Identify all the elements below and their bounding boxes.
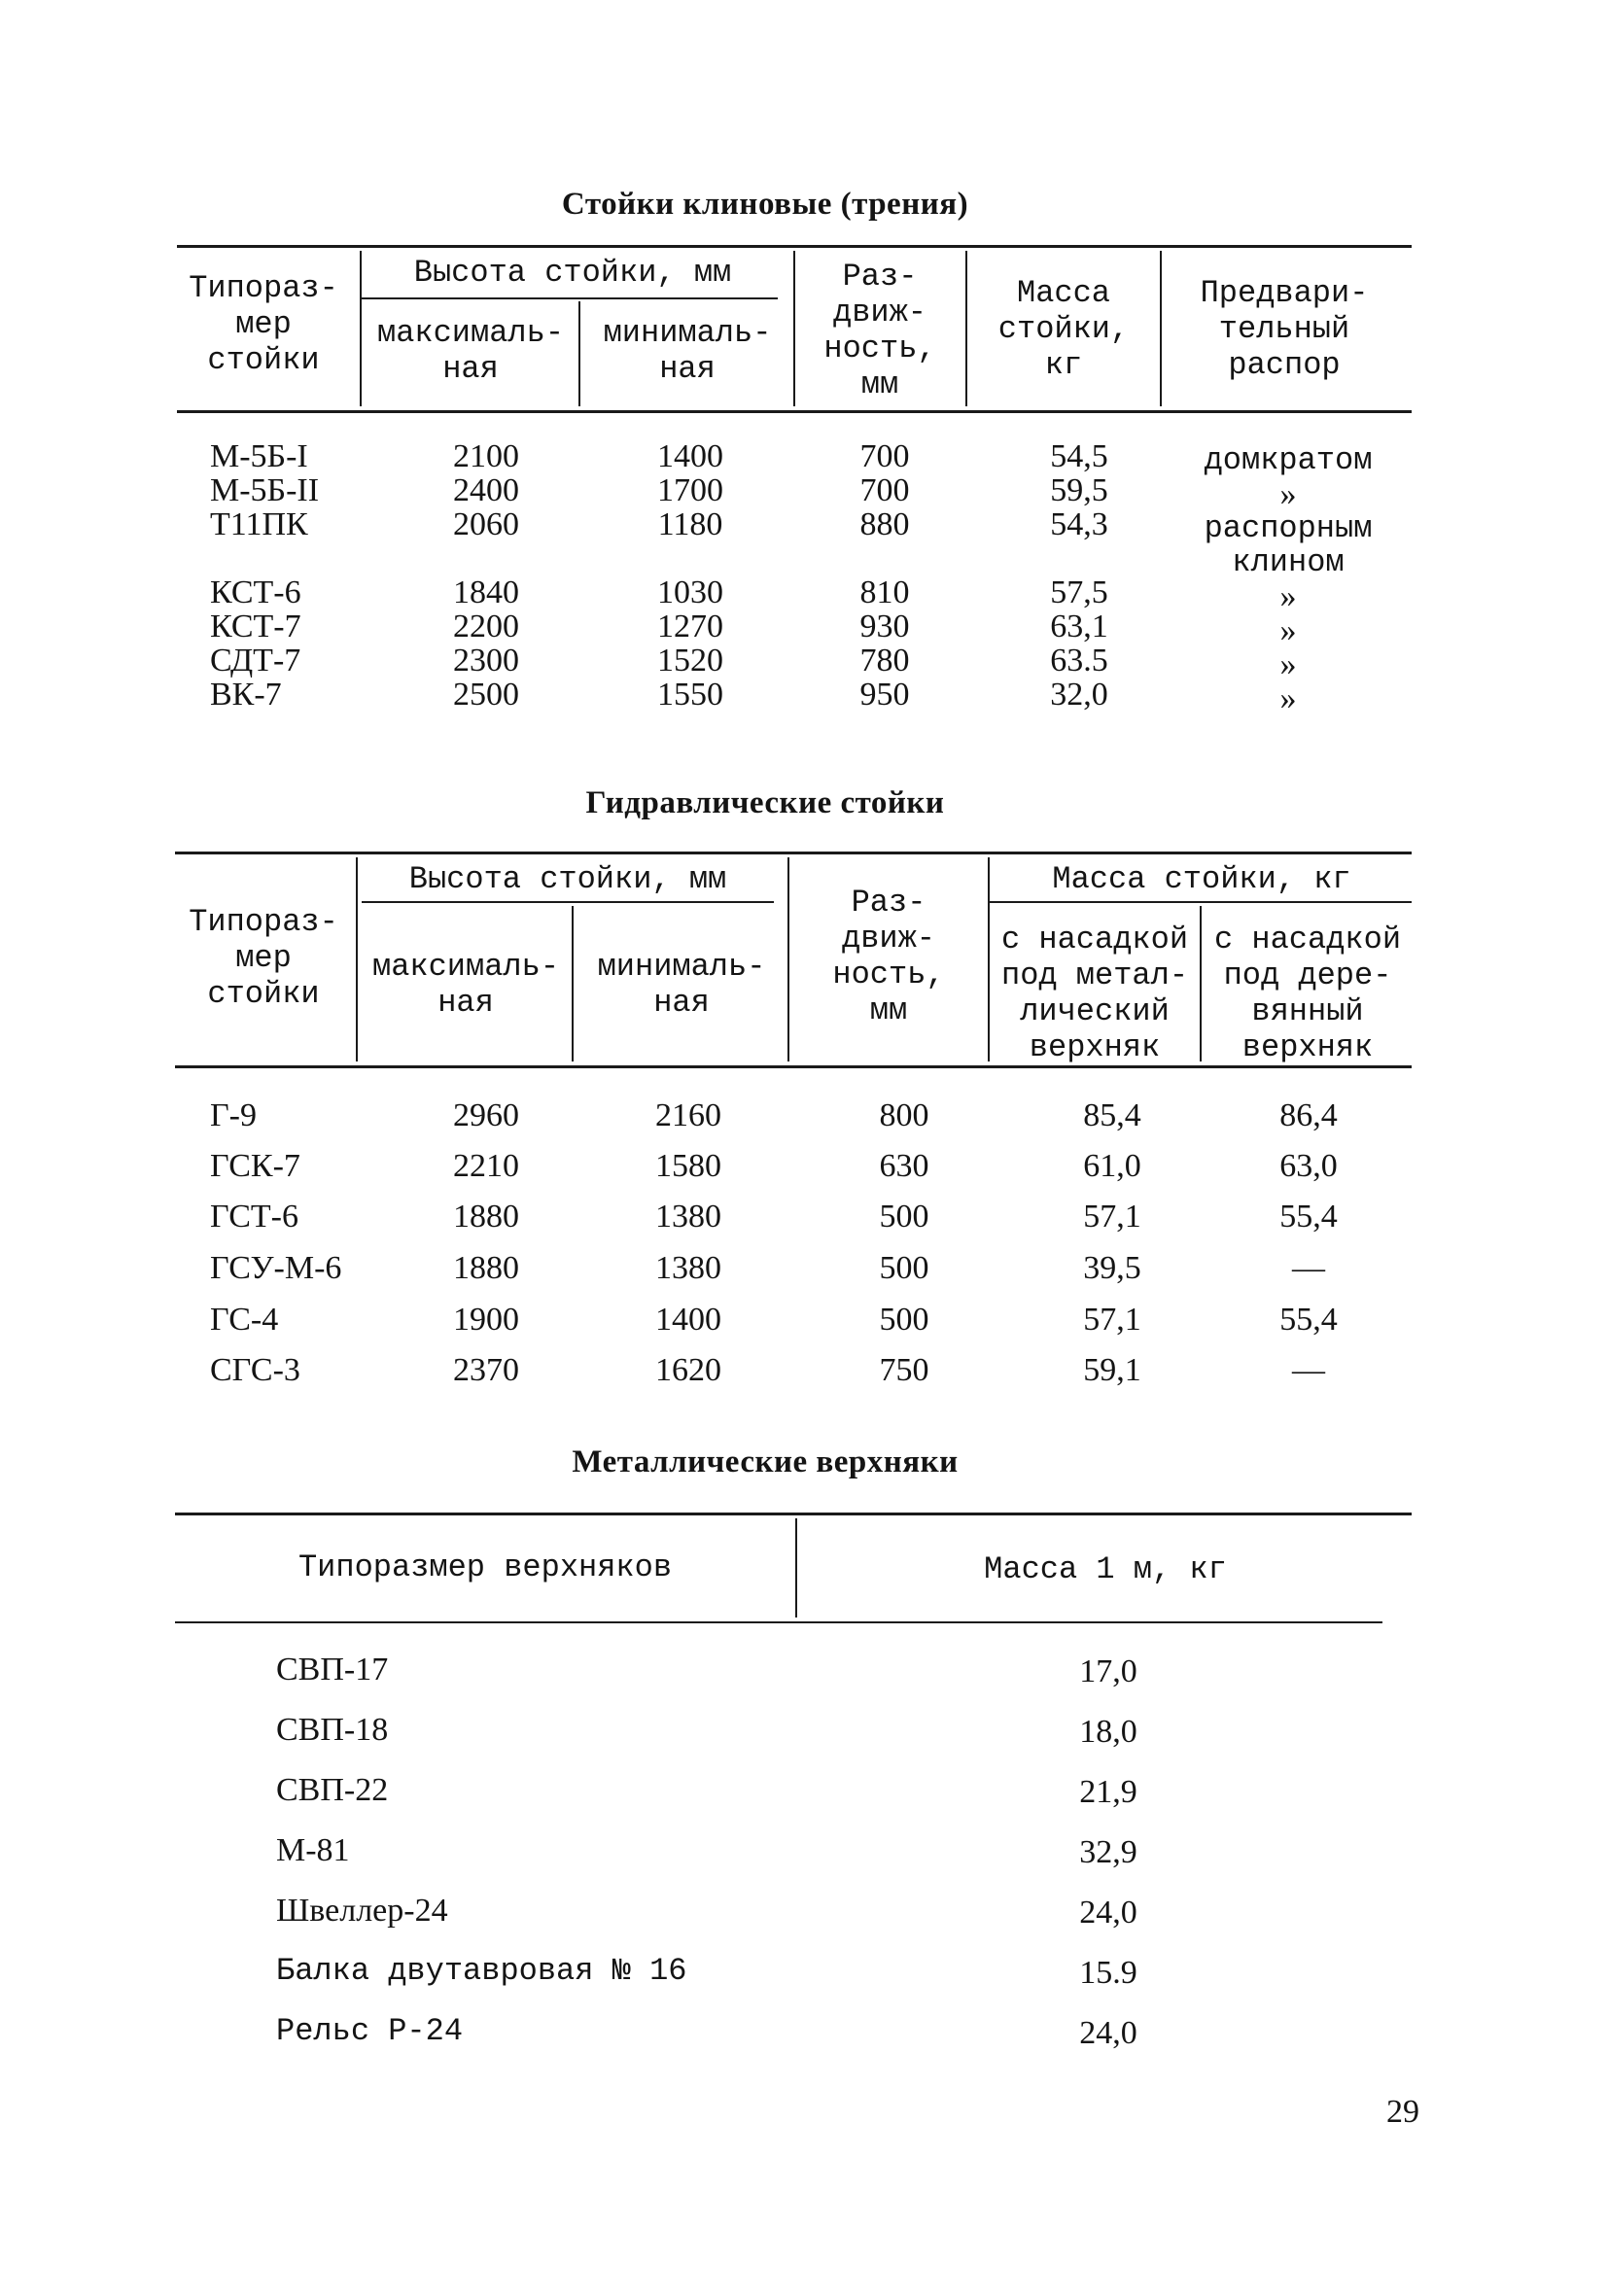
table3-type: СВП-18 [276, 1712, 389, 1748]
table3-top-rule [175, 1513, 1412, 1515]
table2-ext: 500 [879, 1302, 929, 1338]
table1-min: 1180 [657, 506, 723, 542]
table1-max: 2060 [453, 506, 519, 542]
table2-max: 2370 [453, 1352, 519, 1388]
table3-header-bottom-rule [175, 1621, 1382, 1623]
table1-vdivider-1 [360, 251, 362, 406]
table3-vdivider [795, 1518, 797, 1618]
table3-type: Рельс Р-24 [276, 2013, 464, 2049]
page-number: 29 [1386, 2094, 1419, 2130]
table1-height-subrule [362, 297, 778, 299]
table2-header-max: максималь- ная [371, 949, 560, 1021]
table2-wood: 63,0 [1279, 1148, 1338, 1184]
table1-header-extension: Раз- движ- ность, мм [823, 259, 936, 402]
table3-type: М-81 [276, 1832, 350, 1868]
table1-vdivider-4 [965, 251, 967, 406]
table3-header-mass: Масса 1 м, кг [984, 1551, 1227, 1587]
table3-mass: 32,9 [1079, 1834, 1137, 1870]
table2-header-wood: с насадкой под дере- вянный верхняк [1213, 922, 1402, 1065]
table2-header-mass: Масса стойки, кг [1052, 861, 1351, 897]
table2-metal: 57,1 [1083, 1302, 1141, 1338]
table1-ext: 700 [859, 472, 910, 508]
table2-min: 1400 [655, 1302, 721, 1338]
table1-preload: » [1279, 680, 1297, 716]
table3-type: СВП-17 [276, 1652, 389, 1687]
table1-ext: 880 [859, 506, 910, 542]
table2-vdivider-5 [1200, 906, 1202, 1061]
table1-preload: клином [1232, 544, 1345, 580]
table3-type: Балка двутавровая № 16 [276, 1953, 687, 1989]
table1-mass: 57,5 [1050, 574, 1108, 610]
table3-mass: 24,0 [1079, 2015, 1137, 2051]
table1-title: Стойки клиновые (трения) [561, 187, 969, 222]
table2-vdivider-3 [787, 857, 789, 1061]
table1-header-bottom-rule [177, 410, 1412, 413]
table2-wood: 86,4 [1279, 1097, 1338, 1133]
table1-type: СДТ-7 [210, 643, 301, 678]
table1-max: 1840 [453, 574, 519, 610]
table2-metal: 59,1 [1083, 1352, 1141, 1388]
table2-header-extension: Раз- движ- ность, мм [832, 885, 945, 1028]
table2-ext: 800 [879, 1097, 929, 1133]
table2-vdivider-2 [572, 906, 574, 1061]
table1-preload: » [1279, 578, 1297, 614]
table1-ext: 700 [859, 438, 910, 474]
table1-min: 1520 [657, 643, 723, 678]
table1-max: 2100 [453, 438, 519, 474]
table3-header-type: Типоразмер верхняков [297, 1549, 673, 1585]
table3-mass: 24,0 [1079, 1895, 1137, 1931]
table1-mass: 59,5 [1050, 472, 1108, 508]
table1-vdivider-3 [793, 251, 795, 406]
table1-preload: домкратом [1204, 442, 1373, 478]
table1-vdivider-2 [578, 301, 580, 406]
table1-top-rule [177, 245, 1412, 248]
table2-ext: 630 [879, 1148, 929, 1184]
table1-min: 1700 [657, 472, 723, 508]
table2-type: ГСК-7 [210, 1148, 300, 1184]
table2-max: 2210 [453, 1148, 519, 1184]
table2-ext: 750 [879, 1352, 929, 1388]
table1-header-height: Высота стойки, мм [413, 255, 732, 291]
table2-type: СГС-3 [210, 1352, 300, 1388]
table1-min: 1400 [657, 438, 723, 474]
table1-max: 2200 [453, 609, 519, 644]
table1-type: ВК-7 [210, 677, 282, 713]
table1-header-max: максималь- ная [376, 315, 565, 387]
table2-type: ГСТ-6 [210, 1199, 298, 1235]
table2-top-rule [175, 852, 1412, 854]
table1-min: 1030 [657, 574, 723, 610]
table1-mass: 54,5 [1050, 438, 1108, 474]
table1-max: 2300 [453, 643, 519, 678]
table2-mass-subrule [990, 901, 1412, 903]
table1-mass: 54,3 [1050, 506, 1108, 542]
table3-type: Швеллер-24 [276, 1893, 448, 1929]
table2-header-type: Типораз- мер стойки [189, 904, 338, 1012]
table2-metal: 57,1 [1083, 1199, 1141, 1235]
table2-min: 1380 [655, 1250, 721, 1286]
table2-metal: 61,0 [1083, 1148, 1141, 1184]
table2-wood: 55,4 [1279, 1302, 1338, 1338]
table2-metal: 85,4 [1083, 1097, 1141, 1133]
table1-ext: 780 [859, 643, 910, 678]
table3-mass: 21,9 [1079, 1774, 1137, 1810]
table2-wood: — [1292, 1352, 1325, 1388]
table2-wood: 55,4 [1279, 1199, 1338, 1235]
table2-ext: 500 [879, 1199, 929, 1235]
table2-metal: 39,5 [1083, 1250, 1141, 1286]
table1-header-type: Типораз- мер стойки [189, 270, 338, 378]
table1-type: КСТ-6 [210, 574, 301, 610]
table3-mass: 18,0 [1079, 1714, 1137, 1750]
table1-mass: 63.5 [1050, 643, 1108, 678]
table1-header-mass: Масса стойки, кг [997, 275, 1130, 383]
table1-preload: » [1279, 612, 1297, 648]
table1-type: М-5Б-II [210, 472, 320, 508]
table2-type: Г-9 [210, 1097, 257, 1133]
table1-ext: 810 [859, 574, 910, 610]
table2-header-metal: с насадкой под метал- лический верхняк [1000, 922, 1189, 1065]
table2-wood: — [1292, 1250, 1325, 1286]
table2-type: ГСУ-М-6 [210, 1250, 342, 1286]
table2-min: 2160 [655, 1097, 721, 1133]
table1-header-min: минималь- ная [603, 315, 772, 387]
table2-min: 1620 [655, 1352, 721, 1388]
table1-mass: 63,1 [1050, 609, 1108, 644]
table2-vdivider-1 [356, 857, 358, 1061]
table1-type: М-5Б-I [210, 438, 308, 474]
table1-header-preload: Предвари- тельный распор [1200, 275, 1369, 383]
table3-type: СВП-22 [276, 1772, 389, 1808]
table2-header-min: минималь- ная [597, 949, 766, 1021]
table1-ext: 930 [859, 609, 910, 644]
table1-max: 2400 [453, 472, 519, 508]
table1-max: 2500 [453, 677, 519, 713]
table2-header-bottom-rule [175, 1065, 1412, 1068]
table1-mass: 32,0 [1050, 677, 1108, 713]
table2-max: 1900 [453, 1302, 519, 1338]
table1-preload: » [1279, 476, 1297, 512]
table1-preload: распорным [1204, 510, 1373, 546]
table2-height-subrule [362, 901, 774, 903]
table2-min: 1580 [655, 1148, 721, 1184]
table2-max: 2960 [453, 1097, 519, 1133]
table2-max: 1880 [453, 1250, 519, 1286]
table2-ext: 500 [879, 1250, 929, 1286]
table3-mass: 15.9 [1079, 1955, 1137, 1991]
table1-vdivider-5 [1160, 251, 1162, 406]
table1-type: Т11ПК [210, 506, 308, 542]
table1-ext: 950 [859, 677, 910, 713]
table2-type: ГС-4 [210, 1302, 279, 1338]
table2-max: 1880 [453, 1199, 519, 1235]
table2-header-height: Высота стойки, мм [408, 861, 727, 897]
table1-type: КСТ-7 [210, 609, 301, 644]
table1-min: 1550 [657, 677, 723, 713]
table3-title: Металлические верхняки [572, 1444, 959, 1479]
table1-preload: » [1279, 646, 1297, 682]
table3-mass: 17,0 [1079, 1653, 1137, 1689]
table1-min: 1270 [657, 609, 723, 644]
table2-min: 1380 [655, 1199, 721, 1235]
table2-title: Гидравлические стойки [585, 785, 945, 820]
